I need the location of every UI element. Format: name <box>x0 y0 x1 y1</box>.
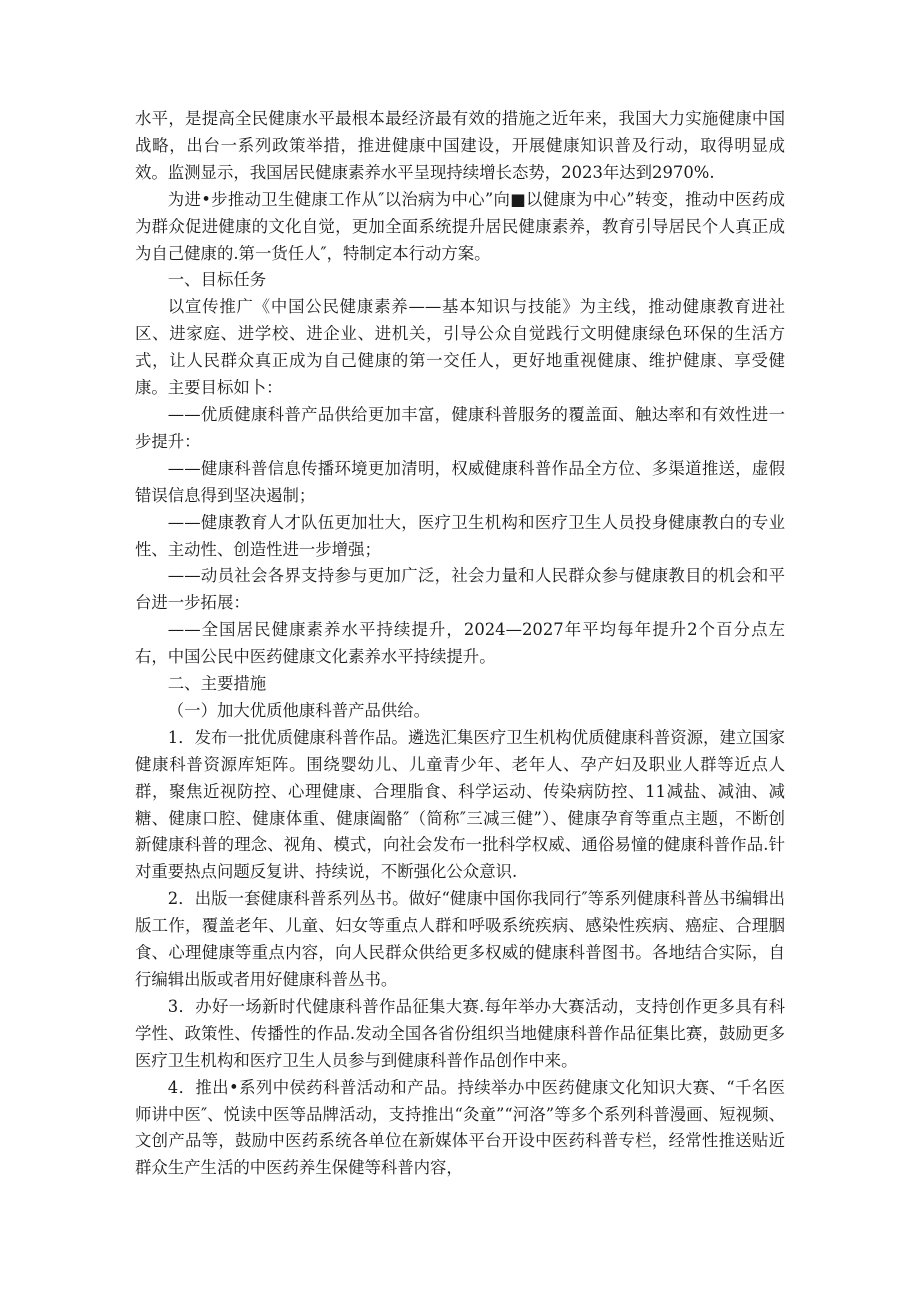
paragraph-intro-continued: 水平，是提高全民健康水平最根本最经济最有效的措施之近年来，我国大力实施健康中国战略，出台一系列政策举措，推进健康中国建设，开展健康知识普及行动，取得明显成效。监测显示，我国居民健康素养水平呈现持续增长态势，2023年达到2970%. <box>135 109 785 182</box>
goal-item-5: ——全国居民健康素养水平持续提升，2024—2027年平均每年提升2个百分点左右，中国公民中医药健康文化素养水平持续提升。 <box>135 620 785 667</box>
section-heading-measures: 二、主要措施 <box>167 674 267 694</box>
measure-item-4: 4．推出•系列中侯药科普活动和产品。持续举办中医药健康文化知识大赛、“千名医师讲中医″、悦读中医等品牌活动，支持推出“灸童”“河洛”等多个系列科普漫画、短视频、文创产品等，鼓励中医药系统各单位在新媒体平台开设中医药科普专栏，经常性推送贴近群众生产生活的中医药养生保健等科普内容， <box>135 1077 785 1178</box>
section-heading-goals: 一、目标任务 <box>167 270 267 290</box>
subsection-heading-1: （一）加大优质他康科普产品供给。 <box>167 700 431 720</box>
measure-item-3: 3．办好一场新时代健康科普作品征集大赛.每年举办大赛活动，支持创作更多具有科学性、政策性、传播性的作品.发动全国各省份组织当地健康科普作品征集比赛，鼓励更多医疗卫生机构和医疗卫生人员参与到健康科普作品创作中来。 <box>135 996 785 1070</box>
measure-item-1: 1．发布一批优质健康科普作品。遴选汇集医疗卫生机构优质健康科普资源，建立国家健康科普资源库矩阵。围绕婴幼儿、儿童青少年、老年人、孕产妇及职业人群等近点人群，聚焦近视防控、心理健康、合理脂食、科学运动、传染病防控、11减盐、减油、减糖、健康口腔、健康体重、健康阖骼″（简称″三减三健”）、健康孕育等重点主题，不断创新健康科普的理念、视角、模式，向社会发布一批科学权威、通俗易憧的健康科普作品.针对重要热点问题反复讲、持续说，不断强化公众意识. <box>135 727 785 882</box>
goal-item-3: ——健康教育人才队伍更加壮大，医疗卫生机构和医疗卫生人员投身健康教白的专业性、主动性、创造性进一步增强； <box>135 512 785 559</box>
goal-item-1: ——优质健康科普产品供给更加丰富，健康科普服务的覆盖面、触达率和有效性进一步提升： <box>135 404 785 451</box>
paragraph-goals-main: 以宣传推广《中国公民健康素养——基本知识与技能》为主线，推动健康教育进社区、进家庭、进学校、进企业、进机关，引导公众自觉践行文明健康绿色环保的生活方式，让人民群众真正成为自己健康的第一交任人，更好地重视健康、维护健康、享受健康。主要目标如卜： <box>135 297 785 398</box>
measure-item-2: 2．出版一套健康科普系列丛书。做好“健康中国你我同行″等系列健康科普丛书编辑出版工作，覆盖老年、儿童、妇女等重点人群和呼吸系统疾病、感染性疾病、癌症、合理胭食、心理健康等重点内容，向人民群众供给更多权威的健康科普图书。各地结合实际，自行编辑出版或者用好健康科普丛书。 <box>135 889 785 989</box>
document-page <box>135 106 785 1182</box>
goal-item-4: ——动员社会各界支持参与更加广泛，社会力量和人民群众参与健康教目的机会和平台进一步拓展： <box>135 566 785 613</box>
goal-item-2: ——健康科普信息传播环境更加清明，权威健康科普作品全方位、多渠道推送，虚假错误信息得到坚决遏制； <box>135 458 785 505</box>
paragraph-purpose: 为进•步推动卫生健康工作从″以治病为中心”向■以健康为中心”转变，推动中医药成为群众促进健康的文化自觉，更加全面系统提升居民健康素养，教育引导居民个人真正成为自己健康的.第一货任人″，特制定本行动方案。 <box>135 189 785 263</box>
